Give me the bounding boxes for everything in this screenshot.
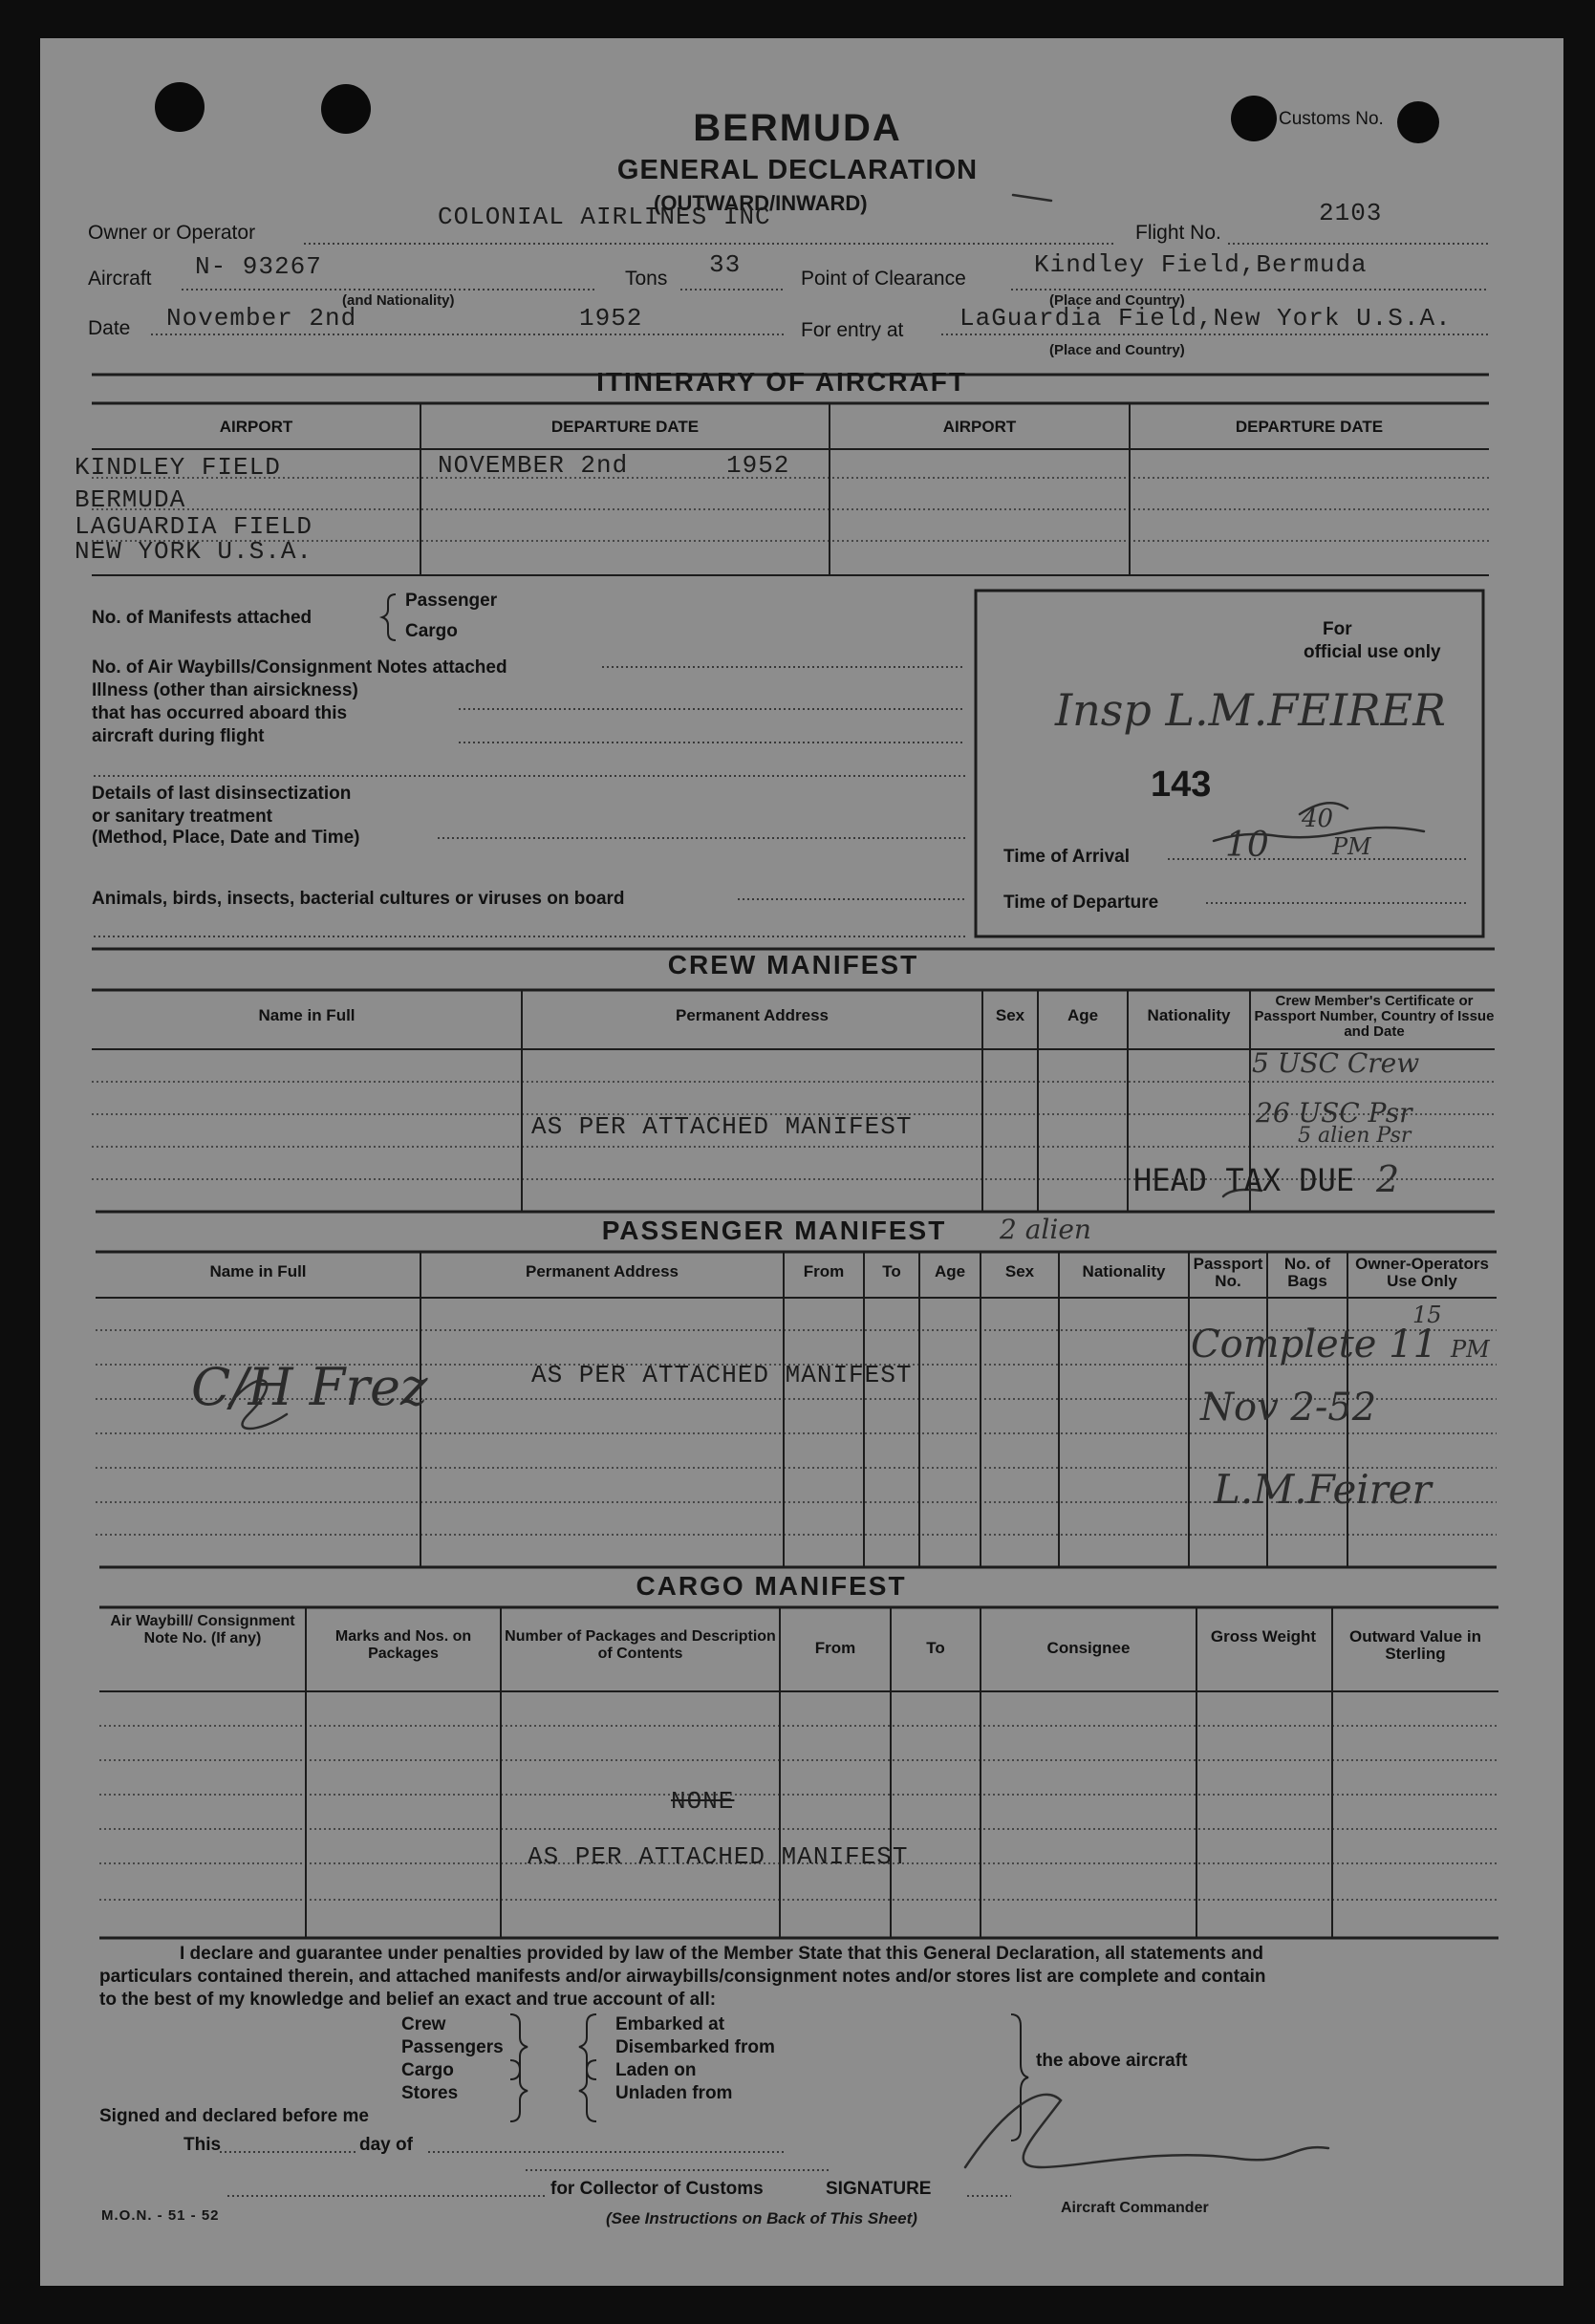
passenger-col-nationality: Nationality xyxy=(1082,1262,1166,1280)
cargo-col-from: From xyxy=(814,1639,856,1657)
illness-label: that has occurred aboard this xyxy=(92,703,348,723)
itinerary-col-departure-2: DEPARTURE DATE xyxy=(1235,418,1384,436)
passenger-col-passport: Passport No. xyxy=(1193,1255,1263,1290)
instructions-note: (See Instructions on Back of This Sheet) xyxy=(606,2209,917,2227)
itinerary-title: ITINERARY OF AIRCRAFT xyxy=(596,367,967,397)
cargo-col-waybill: Air Waybill/ Consignment Note No. (If any) xyxy=(110,1613,295,1646)
date-year: 1952 xyxy=(579,304,643,333)
crew-hand-note: 5 USC Crew xyxy=(1252,1047,1420,1079)
owner-label: Owner or Operator xyxy=(88,222,256,244)
date-value: November 2nd xyxy=(166,304,357,333)
clearance-label: Point of Clearance xyxy=(801,268,966,290)
passenger-hand-note: Complete 11 xyxy=(1191,1323,1438,1366)
manifest-cargo: Cargo xyxy=(405,621,458,641)
illness-label: aircraft during flight xyxy=(92,726,265,746)
commander-label: Aircraft Commander xyxy=(1061,2200,1209,2216)
collector-label: for Collector of Customs xyxy=(550,2179,764,2199)
passenger-col-from: From xyxy=(803,1262,845,1280)
tons-label: Tons xyxy=(625,268,668,290)
declaration-text: to the best of my knowledge and belief an exact and true account of all: xyxy=(99,1990,717,2010)
passenger-hand-sup: 15 xyxy=(1412,1302,1442,1328)
itinerary-col-airport-2: AIRPORT xyxy=(942,418,1017,436)
manifest-passenger: Passenger xyxy=(405,591,498,611)
cargo-col-to: To xyxy=(926,1639,945,1657)
passenger-col-to: To xyxy=(882,1262,901,1280)
animals-label: Animals, birds, insects, bacterial cultures or viruses on board xyxy=(92,889,625,909)
passenger-hand-note: L.M.Feirer xyxy=(1214,1466,1432,1513)
place-note-2: (Place and Country) xyxy=(1049,342,1185,358)
itinerary-departure-date: NOVEMBER 2nd xyxy=(438,451,629,480)
manifests-label: No. of Manifests attached xyxy=(92,608,313,628)
passenger-initials: C/H Frez xyxy=(191,1357,428,1417)
crew-hand-note: 5 alien Psr xyxy=(1298,1124,1412,1148)
aircraft-value: N- 93267 xyxy=(195,252,322,281)
place-note: (Place and Country) xyxy=(1049,292,1185,309)
declaration-left-item: Passengers xyxy=(401,2037,504,2057)
head-tax-number: 2 xyxy=(1376,1158,1400,1200)
passenger-title: PASSENGER MANIFEST xyxy=(601,1216,947,1245)
crew-note: AS PER ATTACHED MANIFEST xyxy=(531,1112,913,1141)
cargo-crossed-out: NONE xyxy=(671,1787,735,1816)
passenger-hand-pm: PM xyxy=(1451,1336,1490,1363)
illness-label: Illness (other than airsickness) xyxy=(92,680,358,700)
form-number: M.O.N. - 51 - 52 xyxy=(101,2207,220,2224)
arrival-value: 10 xyxy=(1225,826,1269,865)
declaration-text: particulars contained therein, and attached manifests and/or airwaybills/consignment notes and/or stores list are complete and contain xyxy=(99,1967,1266,1987)
passenger-col-bags: No. of Bags xyxy=(1283,1255,1331,1290)
passenger-col-sex: Sex xyxy=(1004,1262,1035,1280)
declaration-right-item: Unladen from xyxy=(615,2083,733,2103)
itinerary-airport-line: LAGUARDIA FIELD xyxy=(75,512,313,541)
crew-hand-note: 26 USC Psr xyxy=(1256,1097,1412,1129)
waybills-label: No. of Air Waybills/Consignment Notes attached xyxy=(92,657,507,678)
arrival-label: Time of Arrival xyxy=(1003,847,1130,867)
cargo-title: CARGO MANIFEST xyxy=(636,1571,907,1601)
flight-label: Flight No. xyxy=(1135,222,1221,244)
clearance-value: Kindley Field,Bermuda xyxy=(1034,250,1368,279)
crew-col-name: Name in Full xyxy=(258,1006,356,1024)
signed-declared-label: Signed and declared before me xyxy=(99,2106,369,2126)
head-tax-stamp: HEAD TAX DUE xyxy=(1133,1162,1355,1198)
declaration-left-item: Crew xyxy=(401,2014,446,2034)
form-title: BERMUDA xyxy=(693,107,902,149)
entry-label: For entry at xyxy=(801,319,904,341)
crew-title: CREW MANIFEST xyxy=(667,950,919,979)
customs-number-label: Customs No. xyxy=(1279,109,1384,129)
passenger-col-owner: Owner-Operators Use Only xyxy=(1355,1255,1489,1290)
arrival-minutes: 40 xyxy=(1302,805,1334,833)
this-label: This xyxy=(183,2135,222,2155)
disinsect-label: or sanitary treatment xyxy=(92,807,273,827)
passenger-col-address: Permanent Address xyxy=(526,1262,679,1280)
crew-col-age: Age xyxy=(1067,1006,1099,1024)
itinerary-col-departure: DEPARTURE DATE xyxy=(550,418,700,436)
passenger-col-name: Name in Full xyxy=(209,1262,307,1280)
departure-label: Time of Departure xyxy=(1003,893,1159,913)
crew-col-nationality: Nationality xyxy=(1147,1006,1231,1024)
itinerary-airport-line: BERMUDA xyxy=(75,485,186,514)
declaration-right-item: Laden on xyxy=(615,2060,697,2080)
entry-value: LaGuardia Field,New York U.S.A. xyxy=(959,304,1452,333)
passenger-hand-note: 2 alien xyxy=(1000,1214,1091,1245)
cargo-col-weight: Gross Weight xyxy=(1210,1627,1317,1646)
itinerary-col-airport: AIRPORT xyxy=(219,418,293,436)
crew-col-certificate: Crew Member's Certificate or Passport Number, Country of Issue and Date xyxy=(1254,993,1495,1040)
cargo-col-consignee: Consignee xyxy=(1046,1639,1131,1657)
cargo-col-packages: Number of Packages and Description of Contents xyxy=(505,1628,776,1662)
passenger-col-age: Age xyxy=(934,1262,966,1280)
passenger-note: AS PER ATTACHED MANIFEST xyxy=(531,1361,913,1389)
aircraft-label: Aircraft xyxy=(88,268,152,290)
flight-value: 2103 xyxy=(1319,199,1383,227)
official-number: 143 xyxy=(1151,764,1212,805)
signature-label: SIGNATURE xyxy=(826,2179,932,2199)
declaration-right-item: Embarked at xyxy=(615,2014,725,2034)
cargo-col-marks: Marks and Nos. on Packages xyxy=(334,1628,472,1662)
declaration-left-item: Cargo xyxy=(401,2060,454,2080)
official-for: For xyxy=(1323,619,1352,639)
form-subtitle: GENERAL DECLARATION xyxy=(616,155,979,185)
itinerary-airport-line: KINDLEY FIELD xyxy=(75,453,281,482)
itinerary-airport-line: NEW YORK U.S.A. xyxy=(75,537,313,566)
official-use: official use only xyxy=(1304,642,1441,662)
arrival-pm: PM xyxy=(1332,833,1371,860)
cargo-note: AS PER ATTACHED MANIFEST xyxy=(528,1842,909,1871)
declaration-right-item: Disembarked from xyxy=(615,2037,775,2057)
crew-col-address: Permanent Address xyxy=(676,1006,829,1024)
cargo-col-value: Outward Value in Sterling xyxy=(1349,1627,1481,1663)
date-label: Date xyxy=(88,317,131,339)
form-direction: (OUTWARD/INWARD) xyxy=(654,191,868,215)
crew-col-sex: Sex xyxy=(995,1006,1025,1024)
declaration-text: I declare and guarantee under penalties provided by law of the Member State that this General Declaration, all statements and xyxy=(180,1944,1263,1964)
declaration-above-aircraft: the above aircraft xyxy=(1036,2051,1188,2071)
tons-value: 33 xyxy=(709,250,742,279)
disinsect-label: (Method, Place, Date and Time) xyxy=(92,828,360,848)
disinsect-label: Details of last disinsectization xyxy=(92,784,352,804)
nationality-note: (and Nationality) xyxy=(342,292,455,309)
passenger-hand-note: Nov 2-52 xyxy=(1200,1386,1377,1430)
inspector-signature: Insp L.M.FEIRER xyxy=(1055,684,1446,736)
declaration-left-item: Stores xyxy=(401,2083,459,2103)
day-of-label: day of xyxy=(359,2135,413,2155)
owner-value: COLONIAL AIRLINES INC xyxy=(438,203,771,231)
itinerary-departure-year: 1952 xyxy=(726,451,790,480)
